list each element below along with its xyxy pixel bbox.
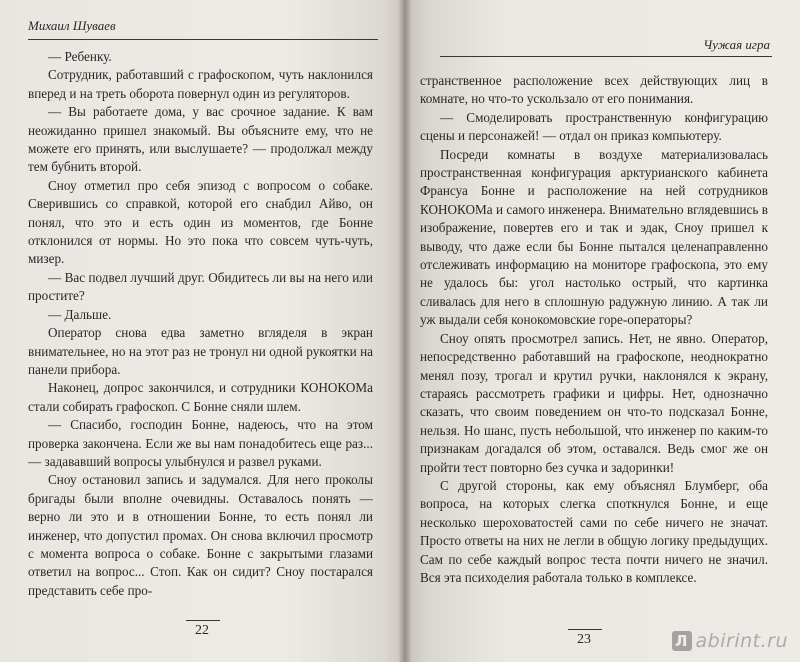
paragraph: Сноу остановил запись и задумался. Для него проколы бригады были вполне очевидны. Оставалось понять — верно ли это и в отношении Бонне, то есть понял ли инженер, что допустил промах. Он снова включил просмотр с момента вопроса о собаке. Бонне с закрытыми глазами ответил на вопрос... Стоп. Как он сидит? Сноу постарался представить себе про- bbox=[28, 472, 373, 598]
labirint-logo-icon: Л bbox=[672, 631, 692, 651]
running-head-author: Михаил Шуваев bbox=[28, 18, 116, 33]
page-number: 22 bbox=[195, 623, 209, 638]
right-page bbox=[404, 0, 800, 662]
paragraph: странственное расположение всех действующих лиц в комнате, но что-то ускользало от его понимания. bbox=[420, 73, 768, 107]
folio-rule bbox=[568, 629, 602, 630]
paragraph: Посреди комнаты в воздухе материализовалась пространственная конфигурация арктурианского кабинета Франсуа Бонне и расположение на ней сотрудников КОНОКОМа и самого инженера. Внимательно вглядевшись в изображение, повертев его и так и эдак, Сноу пришел к выводу, что даже если бы Бонне пытался целенаправленно отслеживать информацию на мониторе графоскопа, это ему не удалось бы: угол настолько острый, что картинка сливалась для него в сплошную радужную линию. А так ли уж выдали себя конокомовские горе-операторы? bbox=[420, 146, 768, 328]
header-rule bbox=[28, 39, 378, 40]
paragraph: — Спасибо, господин Бонне, надеюсь, что на этом проверка закончена. Если же вы нам понадобитесь еще раз... — задававший вопросы улыбнулся и развел руками. bbox=[28, 417, 373, 469]
paragraph: Сноу опять просмотрел запись. Нет, не явно. Оператор, непосредственно работавший на графоскопе, неоднократно менял позу, трогал и крутил ручки, наклонялся к экрану, стараясь рассмотреть графики и цифры. Нет, однозначно сказать, что своим поведением он что-то подсказал Бонне, нельзя. Но шанс, пусть небольшой, что инженер по каким-то признакам догадался об этом, оставался. Ведь смог же он пройти тест повторно без сучка и задоринки! bbox=[420, 330, 768, 475]
paragraph: С другой стороны, как ему объяснял Блумберг, оба вопроса, на которых слегка споткнулся Бонне, и еще несколько шероховатостей сами по себе ничего не значат. Просто ответы на них не легли в общую логику предыдущих. Сам по себе каждый вопрос теста почти ничего не значил. Вся эта психоделия работала только в комплексе. bbox=[420, 477, 768, 585]
labirint-watermark bbox=[672, 630, 788, 652]
page-number: 23 bbox=[577, 632, 591, 647]
paragraph: Сноу отметил про себя эпизод с вопросом о собаке. Сверившись со справкой, которой его снабдил Айво, он понял, что это и есть один из моментов, где Бонне отклонился от нормы. Но это пока что совсем чуть-чуть, мизер. bbox=[28, 177, 373, 267]
paragraph: — Вас подвел лучший друг. Обидитесь ли вы на него или простите? bbox=[28, 269, 373, 304]
right-page-text bbox=[420, 72, 768, 587]
paragraph: Оператор снова едва заметно вгляделя в экран внимательнее, но на этот раз не тронул ни одной рукоятки на панели прибора. bbox=[28, 325, 373, 377]
book-gutter-shadow bbox=[398, 0, 412, 662]
running-head-title: Чужая игра bbox=[703, 37, 770, 52]
paragraph: Наконец, допрос закончился, и сотрудники КОНОКОМа стали собирать графоскоп. С Бонне сняли шлем. bbox=[28, 380, 373, 414]
paragraph: — Вы работаете дома, у вас срочное задание. К вам неожиданно пришел знакомый. Вы объясните ему, что не можете его принять, или выслушаете? — продолжал между тем бубнить второй. bbox=[28, 104, 373, 175]
left-page-text bbox=[28, 48, 373, 600]
paragraph: Сотрудник, работавший с графоскопом, чуть наклонился вперед и на треть оборота повернул один из регуляторов. bbox=[28, 67, 373, 101]
paragraph: — Дальше. bbox=[48, 306, 112, 322]
folio-rule bbox=[186, 620, 220, 621]
header-rule bbox=[440, 56, 772, 57]
paragraph: — Смоделировать пространственную конфигурацию сцены и персонажей! — отдал он приказ компьютеру. bbox=[420, 109, 768, 144]
watermark-text: abirint.ru bbox=[695, 630, 788, 652]
paragraph: — Ребенку. bbox=[48, 49, 112, 64]
